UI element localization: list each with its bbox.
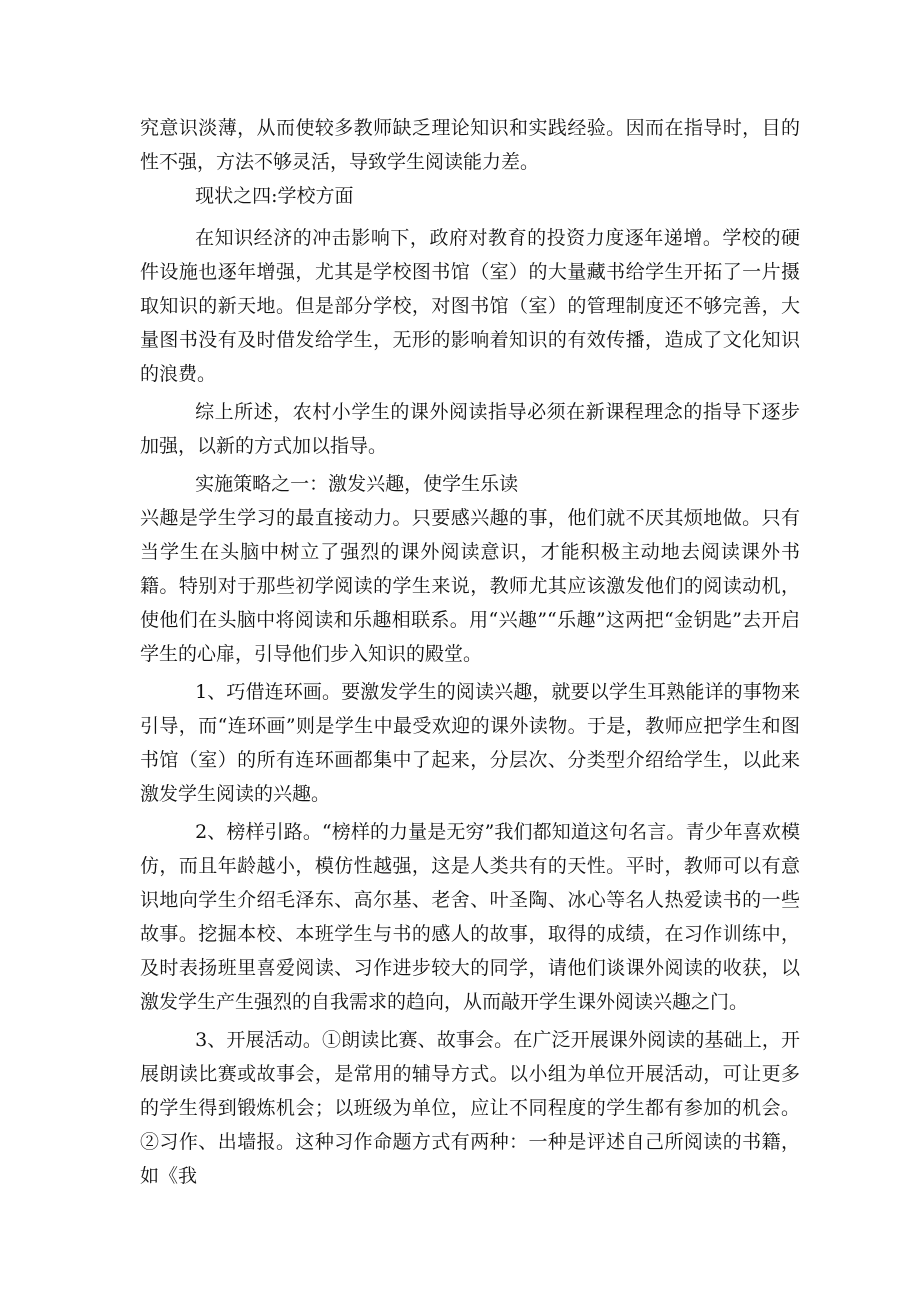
paragraph-continuation: 究意识淡薄，从而使较多教师缺乏理论知识和实践经验。因而在指导时，目的性不强，方法不够灵活，导致学生阅读能力差。 [140,117,800,173]
paragraph-school-aspect: 在知识经济的冲击影响下，政府对教育的投资力度逐年递增。学校的硬件设施也逐年增强，尤其是学校图书馆（室）的大量藏书给学生开拓了一片摄取知识的新天地。但是部分学校，对图书馆（室）的管理制度还不够完善，大量图书没有及时借发给学生，无形的影响着知识的有效传播，造成了文化知识的浪费。 [140,227,800,385]
paragraph-role-models: 2、榜样引路。“榜样的力量是无穷”我们都知道这句名言。青少年喜欢模仿，而且年龄越小，模仿性越强，这是人类共有的天性。平时，教师可以有意识地向学生介绍毛泽东、高尔基、老舍、叶圣陶、冰心等名人热爱读书的一些故事。挖掘本校、本班学生与书的感人的故事，取得的成绩，在习作训练中，及时表扬班里喜爱阅读、习作进步较大的同学，请他们谈课外阅读的收获，以激发学生产生强烈的自我需求的趋向，从而敲开学生课外阅读兴趣之门。 [140,821,800,1013]
section-heading-status-four: 现状之四:学校方面 [195,185,354,207]
paragraph-activities: 3、开展活动。①朗读比赛、故事会。在广泛开展课外阅读的基础上，开展朗读比赛或故事会，是常用的辅导方式。以小组为单位开展活动，可让更多的学生得到锻炼机会；以班级为单位，应让不同程度的学生都有参加的机会。②习作、出墙报。这种习作命题方式有两种：一种是评述自己所阅读的书籍，如《我 [140,1029,800,1187]
paragraph-summary: 综上所述，农村小学生的课外阅读指导必须在新课程理念的指导下逐步加强，以新的方式加以指导。 [140,401,800,457]
section-heading-strategy-one: 实施策略之一：激发兴趣，使学生乐读 [195,473,519,495]
paragraph-interest: 兴趣是学生学习的最直接动力。只要感兴趣的事，他们就不厌其烦地做。只有当学生在头脑中树立了强烈的课外阅读意识，才能积极主动地去阅读课外书籍。特别对于那些初学阅读的学生来说，教师尤其应该激发他们的阅读动机，使他们在头脑中将阅读和乐趣相联系。用“兴趣”“乐趣”这两把“金钥匙”去开启学生的心扉，引导他们步入知识的殿堂。 [140,507,800,665]
document-body [140,111,800,1193]
paragraph-comics: 1、巧借连环画。要激发学生的阅读兴趣，就要以学生耳熟能详的事物来引导，而“连环画”则是学生中最受欢迎的课外读物。于是，教师应把学生和图书馆（室）的所有连环画都集中了起来，分层次、分类型介绍给学生，以此来激发学生阅读的兴趣。 [140,681,800,805]
